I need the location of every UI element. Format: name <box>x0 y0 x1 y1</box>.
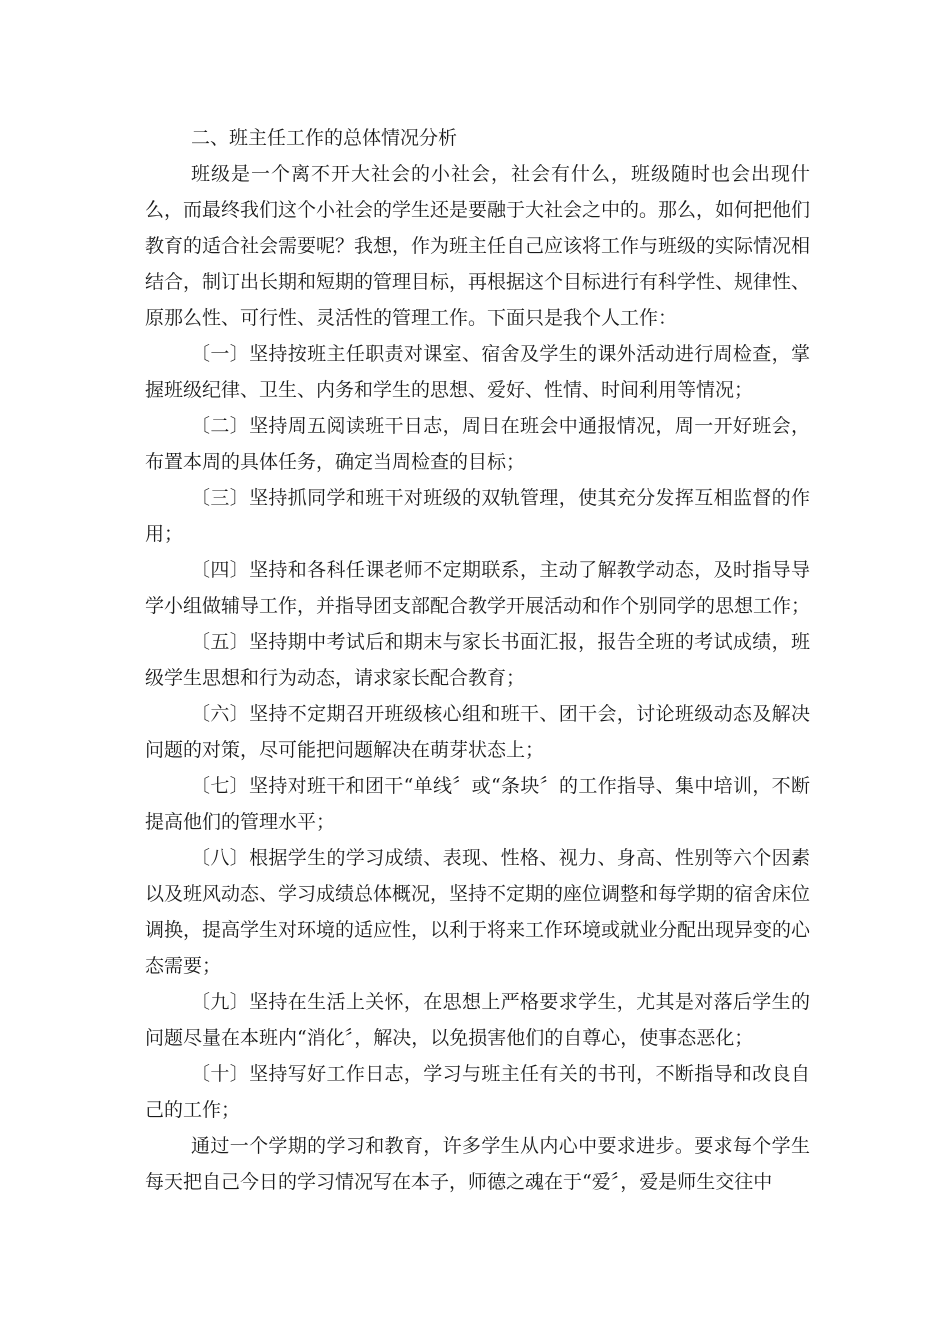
document-body <box>145 120 810 1200</box>
list-item-9: 〔九〕坚持在生活上关怀，在思想上严格要求学生，尤其是对落后学生的问题尽量在本班内“消化〞，解决，以免损害他们的自尊心，使事态恶化； <box>145 991 810 1049</box>
list-item-3: 〔三〕坚持抓同学和班干对班级的双轨管理，使其充分发挥互相监督的作用； <box>145 487 810 545</box>
list-item-8: 〔八〕根据学生的学习成绩、表现、性格、视力、身高、性别等六个因素以及班风动态、学习成绩总体概况，坚持不定期的座位调整和每学期的宿舍床位调换，提高学生对环境的适应性，以利于将来工作环境或就业分配出现异变的心态需要； <box>145 847 811 977</box>
list-item-10: 〔十〕坚持写好工作日志，学习与班主任有关的书刊，不断指导和改良自己的工作； <box>145 1063 810 1121</box>
section-heading: 二、班主任工作的总体情况分析 <box>191 127 458 149</box>
list-item-6: 〔六〕坚持不定期召开班级核心组和班干、团干会，讨论班级动态及解决问题的对策，尽可能把问题解决在萌芽状态上； <box>145 703 810 761</box>
list-item-7: 〔七〕坚持对班干和团干“单线〞或“条块〞的工作指导、集中培训，不断提高他们的管理水平； <box>145 775 810 833</box>
list-item-1: 〔一〕坚持按班主任职责对课室、宿舍及学生的课外活动进行周检查，掌握班级纪律、卫生、内务和学生的思想、爱好、性情、时间利用等情况； <box>145 343 810 401</box>
closing-paragraph: 通过一个学期的学习和教育，许多学生从内心中要求进步。要求每个学生每天把自己今日的学习情况写在本子，师德之魂在于“爱〞，爱是师生交往中 <box>145 1135 810 1193</box>
intro-paragraph: 班级是一个离不开大社会的小社会，社会有什么，班级随时也会出现什么，而最终我们这个小社会的学生还是要融于大社会之中的。那么，如何把他们教育的适合社会需要呢？我想，作为班主任自己应该将工作与班级的实际情况相结合，制订出长期和短期的管理目标，再根据这个目标进行有科学性、规律性、原那么性、可行性、灵活性的管理工作。下面只是我个人工作： <box>145 163 811 329</box>
list-item-2: 〔二〕坚持周五阅读班干日志，周日在班会中通报情况，周一开好班会，布置本周的具体任务，确定当周检查的目标； <box>145 415 810 473</box>
list-item-4: 〔四〕坚持和各科任课老师不定期联系，主动了解教学动态，及时指导导学小组做辅导工作，并指导团支部配合教学开展活动和作个别同学的思想工作； <box>145 559 811 617</box>
list-item-5: 〔五〕坚持期中考试后和期末与家长书面汇报，报告全班的考试成绩，班级学生思想和行为动态，请求家长配合教育； <box>145 631 810 689</box>
